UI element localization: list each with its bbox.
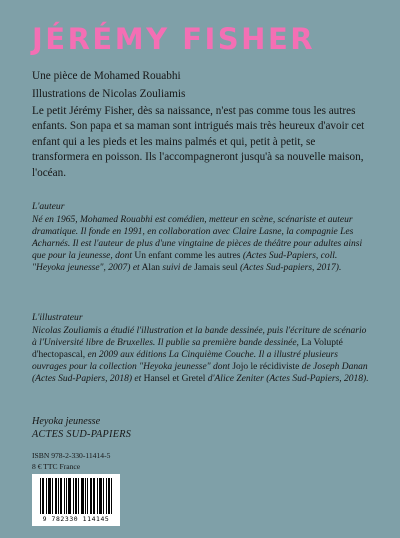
- illustrateur-bio-part: en 2009 aux éditions La Cinquième Couche. Il a illustré plusieurs ouvrages pour la collection "Heyoka jeunesse" dont: [32, 350, 338, 373]
- auteur-work-title: Un enfant comme les autres: [134, 251, 241, 262]
- illustrateur-bio-part: d'Alice Zeniter (Actes Sud-Papiers, 2018).: [207, 374, 369, 385]
- auteur-bio-part: (Actes Sud-Papiers, coll. "Heyoka jeunesse", 2007) et: [32, 251, 338, 274]
- auteur-bio-part: (Actes Sud-papiers, 2017).: [240, 263, 342, 274]
- illustrateur-bio-part: de Joseph Danan (Actes Sud-Papiers, 2018) et: [32, 362, 368, 385]
- illustrateur-bio: [32, 325, 372, 385]
- auteur-bio-part: Né en 1965, Mohamed Rouabhi est comédien, metteur en scène, scénariste et auteur dramatique. Il fonde en 1991, en collaboration avec Claire Lasne, la compagnie Les Acharnés. Il est l'auteur de plus d'une vingtaine de pièces de théâtre pour adultes ainsi que pour la jeunesse, dont: [32, 215, 363, 262]
- illustrateur-work-title: Hansel et Gretel: [143, 374, 206, 385]
- collection-info: [32, 416, 131, 441]
- illustrateur-work-title: Jojo le récidiviste: [232, 362, 300, 373]
- summary-paragraph: Le petit Jérémy Fisher, dès sa naissance, n'est pas comme tous les autres enfants. Son papa et sa maman sont intrigués mais très heureux d'avoir cet enfant qui a les pieds et les mains palmés et qui, petit à petit, se transformera en poisson. Ils l'accompagneront jusqu'à sa nouvelle maison, l'océan.: [32, 105, 365, 179]
- illustrateur-work-title: La Volupté d'hectopascal,: [32, 338, 343, 361]
- isbn: ISBN 978-2-330-11414-5: [32, 451, 111, 460]
- publisher-name: ACTES SUD-PAPIERS: [32, 428, 132, 440]
- auteur-bio: [32, 214, 372, 274]
- auteur-work-title: Jamais seul: [194, 263, 238, 274]
- subtitle-illustrations: Illustrations de Nicolas Zouliamis: [32, 88, 186, 100]
- illustrateur-heading: L'illustrateur: [32, 312, 83, 323]
- subtitle-play: Une pièce de Mohamed Rouabhi: [32, 70, 181, 82]
- book-title: JÉRÉMY FISHER: [32, 22, 316, 56]
- barcode-bars: [40, 478, 112, 514]
- price: 8 € TTC France: [32, 462, 81, 471]
- barcode: [32, 474, 120, 526]
- auteur-heading: L'auteur: [32, 201, 65, 212]
- auteur-work-title: Alan: [141, 263, 161, 274]
- collection-name: Heyoka jeunesse: [32, 416, 101, 427]
- illustrateur-bio-part: Nicolas Zouliamis a étudié l'illustration et la bande dessinée, puis l'écriture de scénario à l'Université libre de Bruxelles. Il publie sa première bande dessinée,: [32, 326, 367, 349]
- auteur-bio-part: suivi de: [162, 263, 192, 274]
- barcode-number: 9 782330 114145: [42, 515, 110, 523]
